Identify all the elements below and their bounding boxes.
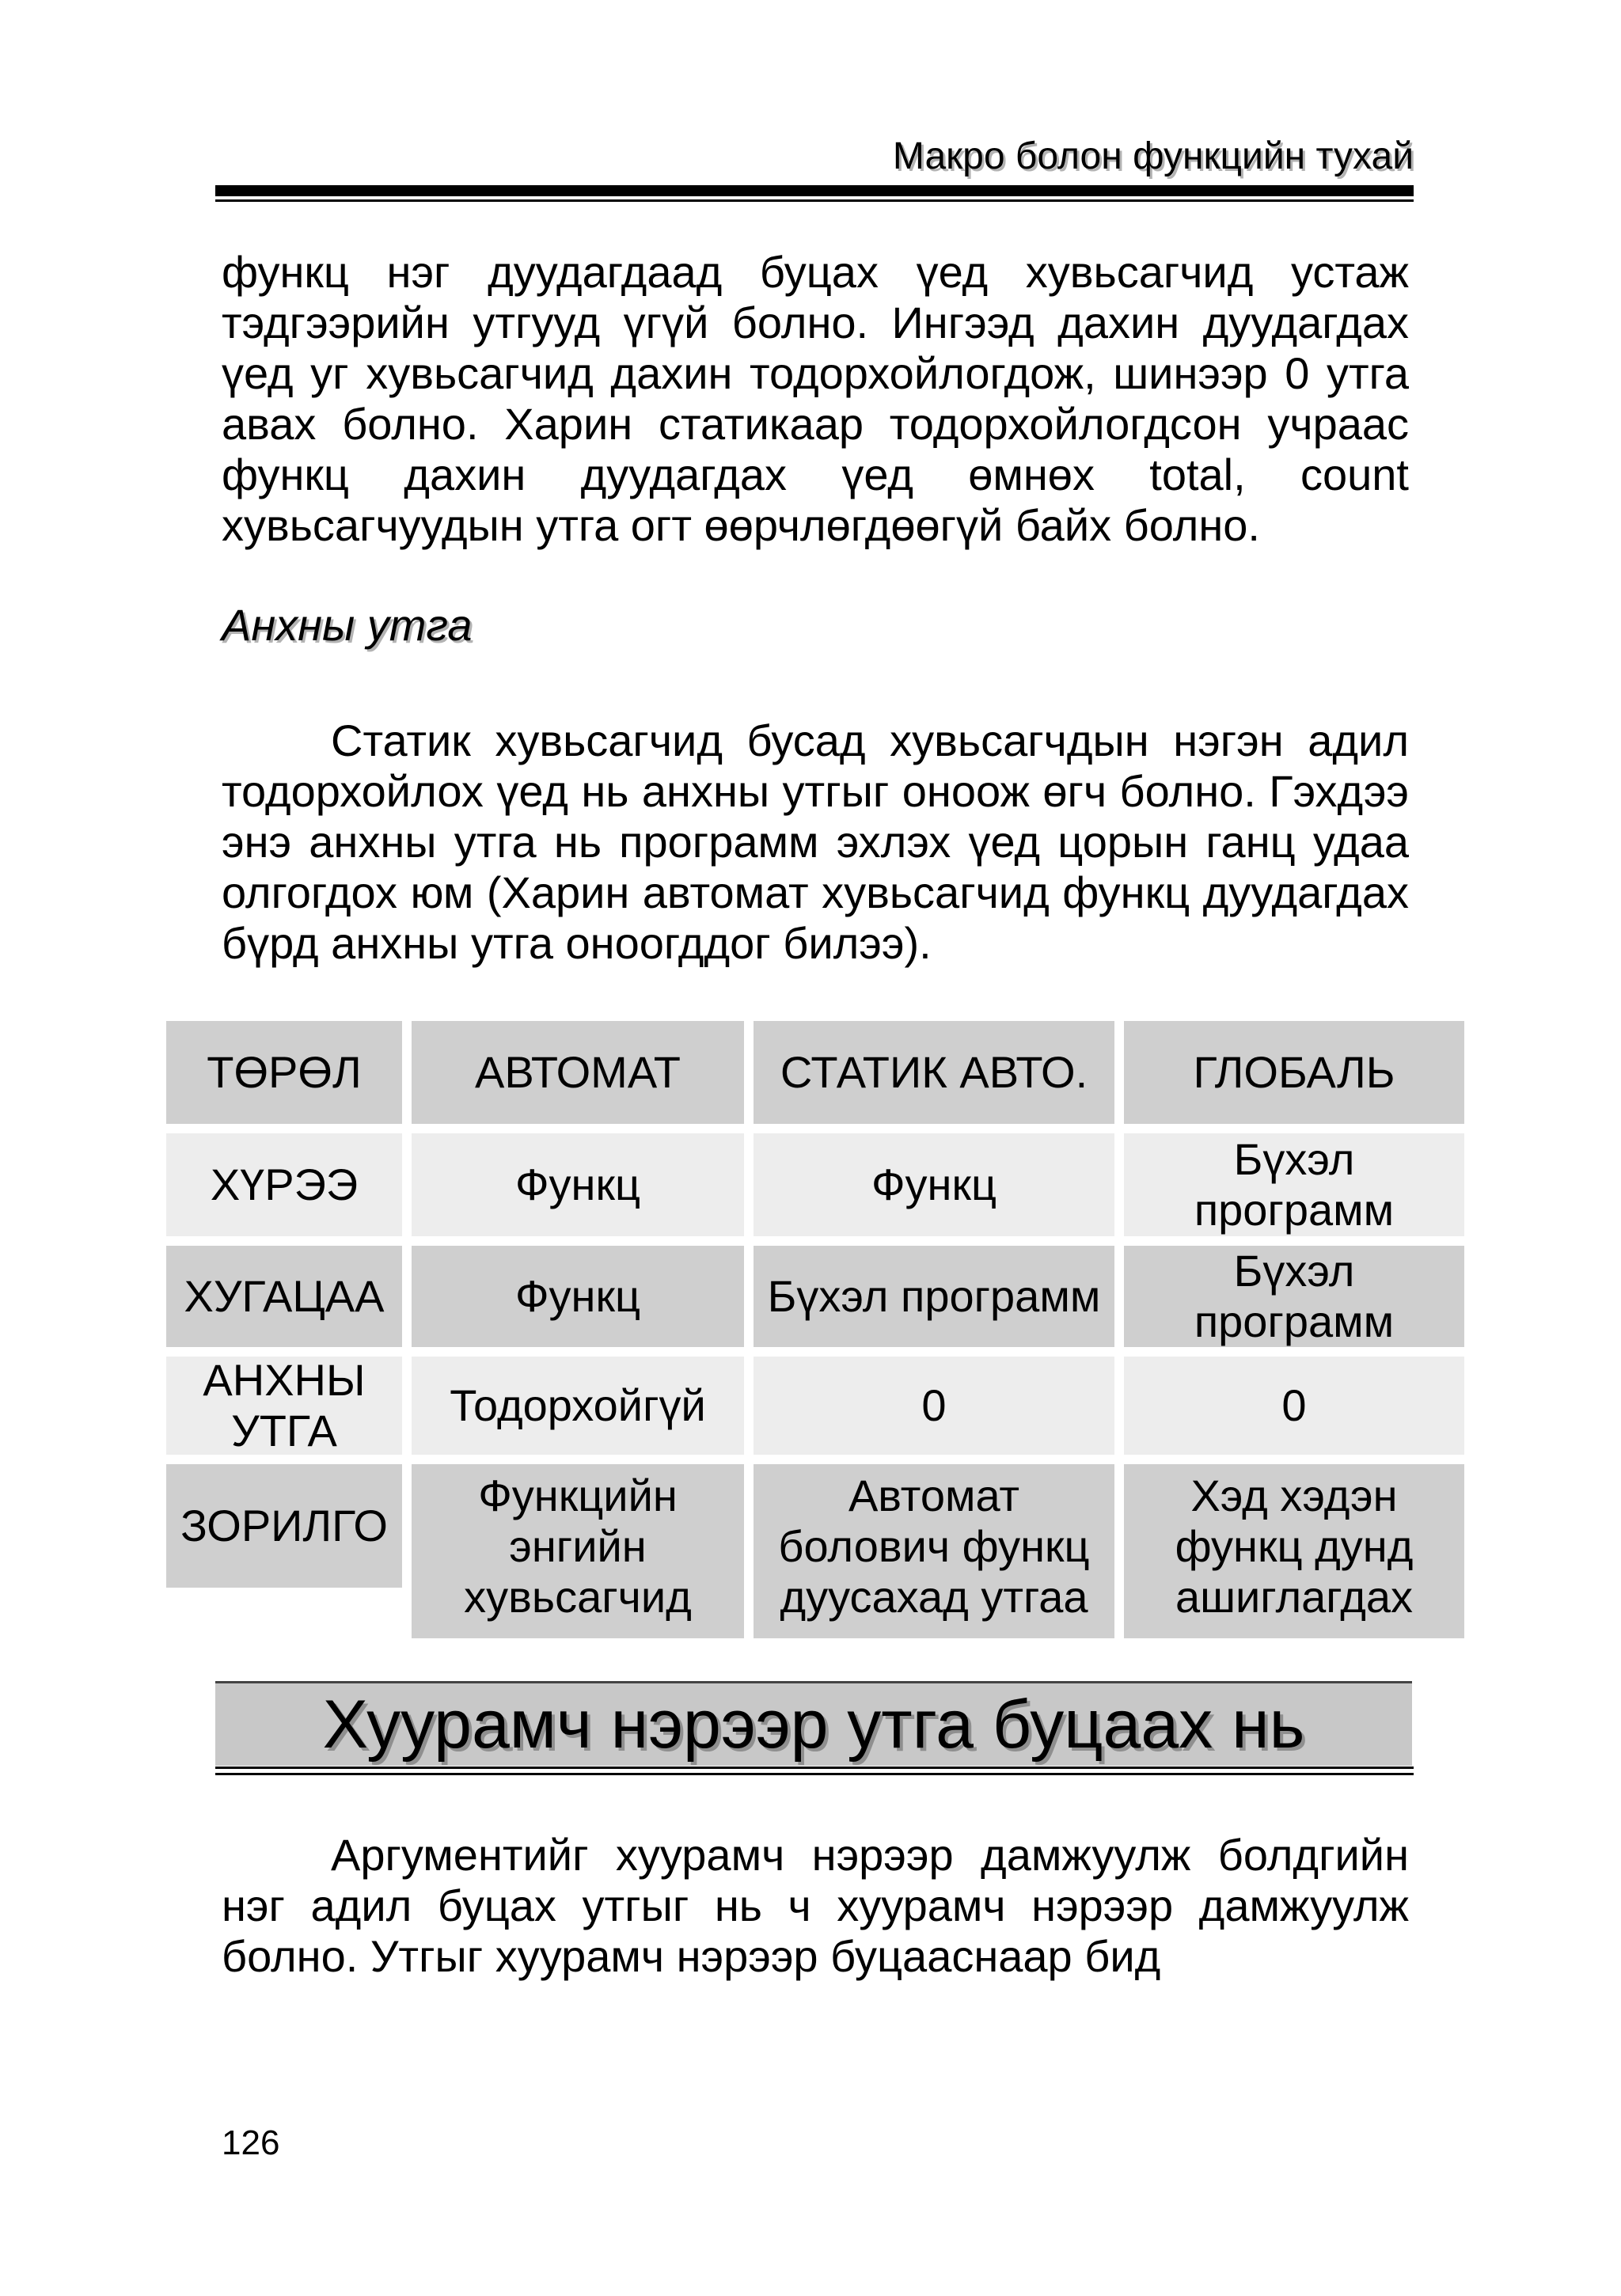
- table-cell: 0: [754, 1357, 1114, 1455]
- table-cell: Функцийн энгийн хувьсагчид: [412, 1464, 744, 1638]
- table-cell: Тодорхойгүй: [412, 1357, 744, 1455]
- table-header-cell: СТАТИК АВТО.: [754, 1021, 1114, 1124]
- table-cell: Функц: [412, 1133, 744, 1236]
- header-rule: [215, 185, 1414, 196]
- paragraph-return-by-reference: Аргументийг хуурамч нэрээр дамжуулж болдгийн нэг адил буцах утгыг нь ч хуурамч нэрээр дамжуулж болно. Утгыг хуурамч нэрээр буцааснаар бид: [222, 1830, 1409, 1981]
- storage-class-table: [166, 1021, 1464, 1622]
- table-cell: Бүхэл программ: [754, 1246, 1114, 1347]
- table-header-cell: ТӨРӨЛ: [166, 1021, 402, 1124]
- table-cell: АНХНЫ УТГА: [166, 1357, 402, 1455]
- table-header-cell: АВТОМАТ: [412, 1021, 744, 1124]
- section-rule: [215, 1767, 1414, 1769]
- table-cell: ХУГАЦАА: [166, 1246, 402, 1347]
- running-header-title: Макро болон функцийн тухай: [892, 135, 1414, 177]
- page-number: 126: [222, 2123, 280, 2162]
- table-cell: 0: [1124, 1357, 1464, 1455]
- section-rule: [215, 1773, 1414, 1775]
- paragraph-static-variables: функц нэг дуудагдаад буцах үед хувьсагчид устаж тэдгээрийн утгууд үгүй болно. Ингээд дахин дуудагдах үед уг хувьсагчид дахин тодорхойлогдож, шинээр 0 утга авах болно. Харин статикаар тодорхойлогдсон учраас функц дахин дуудагдах үед өмнөх total, count хувьсагчуудын утга огт өөрчлөгдөөгүй байх болно.: [222, 247, 1409, 550]
- table-cell: Автомат болович функц дуусахад утгаа: [754, 1464, 1114, 1638]
- paragraph-initial-value: Статик хувьсагчид бусад хувьсагчдын нэгэн адил тодорхойлох үед нь анхны утгыг оноож өгч болно. Гэхдээ энэ анхны утга нь программ эхлэх үед цорын ганц удаа олгогдох юм (Харин автомат хувьсагчид функц дуудагдах бүрд анхны утга оноогддог билээ).: [222, 715, 1409, 968]
- table-cell: Бүхэл программ: [1124, 1246, 1464, 1347]
- table-cell: Хэд хэдэн функц дунд ашиглагдах: [1124, 1464, 1464, 1638]
- table-cell: ЗОРИЛГО: [166, 1464, 402, 1588]
- subheading-initial-value: Анхны утга: [222, 600, 473, 650]
- table-cell: Функц: [754, 1133, 1114, 1236]
- table-cell: ХҮРЭЭ: [166, 1133, 402, 1236]
- table-header-cell: ГЛОБАЛЬ: [1124, 1021, 1464, 1124]
- header-rule-thin: [215, 199, 1414, 202]
- section-heading: Хуурамч нэрээр утга буцаах нь: [215, 1681, 1412, 1766]
- table-cell: Бүхэл программ: [1124, 1133, 1464, 1236]
- table-cell: Функц: [412, 1246, 744, 1347]
